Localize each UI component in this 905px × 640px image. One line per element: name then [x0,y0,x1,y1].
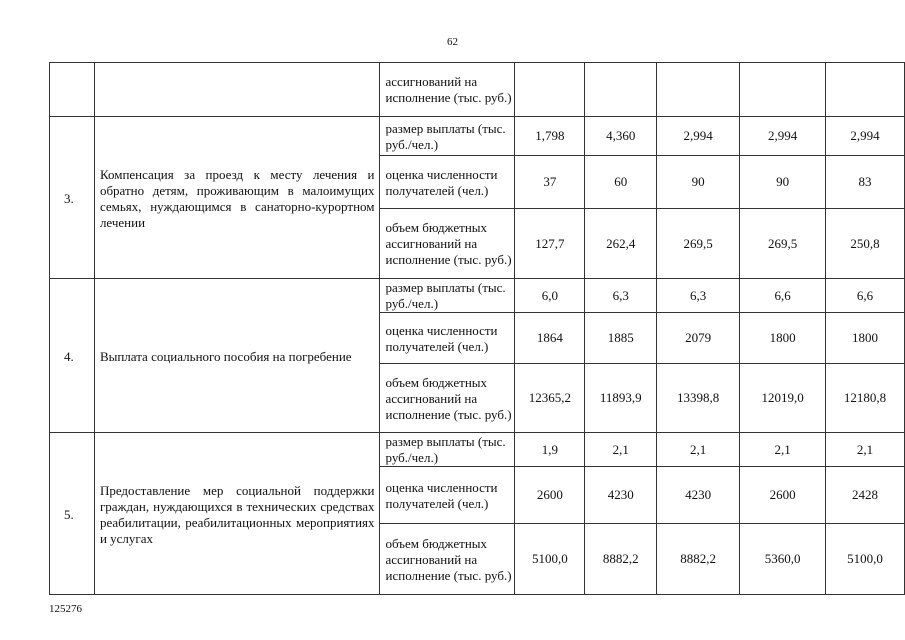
indicator-cell: объем бюджетных ассигнований на исполнение (тыс. руб.) [379,209,515,279]
value-cell [515,313,585,364]
value-text: 6,3 [690,287,707,303]
indicator-cell: оценка численности получателей (чел.) [379,313,515,364]
value-text: 262,4 [606,235,636,251]
value-cell [740,279,826,313]
value-text: 2,994 [767,128,798,143]
value-cell [515,364,585,433]
value-text: 2,1 [612,441,629,457]
measure-name: Предоставление мер социальной поддержки граждан, нуждающихся в технических средствах реабилитации, реабилитационных мероприятиях и услугах [94,433,379,595]
value-cell [585,313,657,364]
indicator-cell: размер выплаты (тыс. руб./чел.) [379,279,515,313]
value-cell [740,117,826,156]
value-text: 1,9 [541,441,558,457]
program-table [49,62,905,595]
value-text: 2,1 [690,441,707,457]
value-cell [585,117,657,156]
value-cell [585,63,657,117]
value-cell [740,63,826,117]
value-cell [657,313,740,364]
value-cell [826,63,905,117]
value-cell [515,279,585,313]
value-cell [657,467,740,524]
indicator-cell: оценка численности получателей (чел.) [379,467,515,524]
value-cell [826,433,905,467]
value-text: 12019,0 [761,390,804,405]
value-cell [515,433,585,467]
value-text: 2079 [685,330,712,345]
value-text: 11893,9 [599,390,642,405]
value-cell [740,433,826,467]
value-cell [585,467,657,524]
value-text: 4,360 [606,128,636,143]
table-row [50,433,905,467]
value-text: 13398,8 [677,390,720,405]
value-cell [585,364,657,433]
value-text: 6,0 [541,287,558,303]
value-cell [515,117,585,156]
indicator-cell: ассигнований на исполнение (тыс. руб.) [379,63,515,117]
value-text: 5100,0 [847,551,883,566]
value-cell [826,313,905,364]
value-text: 90 [691,174,705,189]
value-text: 90 [776,174,790,189]
value-cell [657,524,740,595]
value-cell [740,467,826,524]
value-text: 4230 [607,487,634,502]
indicator-cell: оценка численности получателей (чел.) [379,156,515,209]
page-number: 62 [447,36,458,48]
value-text: 1800 [769,330,796,345]
num-cell [50,63,95,117]
value-text: 6,6 [774,287,791,303]
value-text: 2600 [769,487,796,502]
value-cell [740,524,826,595]
value-text: 1885 [607,330,634,345]
value-text: 60 [614,174,628,189]
value-text: 2,1 [856,441,874,457]
value-cell [585,156,657,209]
document-id: 125276 [49,603,82,615]
table-row [50,279,905,313]
value-cell [826,156,905,209]
value-text: 2,1 [774,441,791,457]
indicator-cell: размер выплаты (тыс. руб./чел.) [379,117,515,156]
value-cell [740,364,826,433]
value-cell [826,279,905,313]
row-number: 5. [50,433,95,595]
value-text: 2600 [536,487,563,502]
indicator-cell: объем бюджетных ассигнований на исполнение (тыс. руб.) [379,524,515,595]
value-text: 127,7 [535,235,565,251]
value-cell [657,63,740,117]
value-cell [515,524,585,595]
value-cell [515,63,585,117]
value-text: 6,3 [612,287,629,303]
value-cell [657,209,740,279]
row-number: 3. [50,117,95,279]
name-cell [94,63,379,117]
value-text: 8882,2 [680,551,717,566]
value-text: 2428 [852,487,878,502]
value-text: 2,994 [683,128,713,143]
value-cell [740,313,826,364]
value-cell [657,364,740,433]
row-number: 4. [50,279,95,433]
value-text: 37 [543,174,557,189]
value-text: 5360,0 [764,551,801,566]
value-text: 4230 [685,487,712,502]
value-cell [826,209,905,279]
table-row [50,117,905,156]
value-text: 250,8 [850,235,880,251]
measure-name: Компенсация за проезд к месту лечения и обратно детям, проживающим в малоимущих семьях, нуждающимся в санаторно-курортном лечении [94,117,379,279]
value-text: 6,6 [856,287,874,303]
value-cell [740,156,826,209]
indicator-cell: объем бюджетных ассигнований на исполнение (тыс. руб.) [379,364,515,433]
value-cell [585,279,657,313]
value-cell [657,156,740,209]
value-cell [826,467,905,524]
value-cell [585,433,657,467]
value-text: 269,5 [683,235,713,251]
value-cell [515,156,585,209]
value-text: 1864 [536,330,563,345]
value-text: 83 [858,174,872,189]
value-text: 8882,2 [602,551,639,566]
value-cell [826,364,905,433]
value-cell [657,279,740,313]
value-cell [657,117,740,156]
value-text: 12180,8 [843,390,887,405]
value-cell [585,524,657,595]
value-text: 1800 [852,330,878,345]
continuation-row [50,63,905,117]
value-text: 5100,0 [531,551,568,566]
value-cell [826,524,905,595]
value-cell [515,467,585,524]
value-cell [585,209,657,279]
value-cell [515,209,585,279]
value-text: 12365,2 [528,390,571,405]
value-text: 269,5 [767,235,798,251]
indicator-cell: размер выплаты (тыс. руб./чел.) [379,433,515,467]
value-cell [740,209,826,279]
value-cell [826,117,905,156]
value-text: 2,994 [850,128,880,143]
value-cell [657,433,740,467]
value-text: 1,798 [535,128,565,143]
measure-name: Выплата социального пособия на погребение [94,279,379,433]
